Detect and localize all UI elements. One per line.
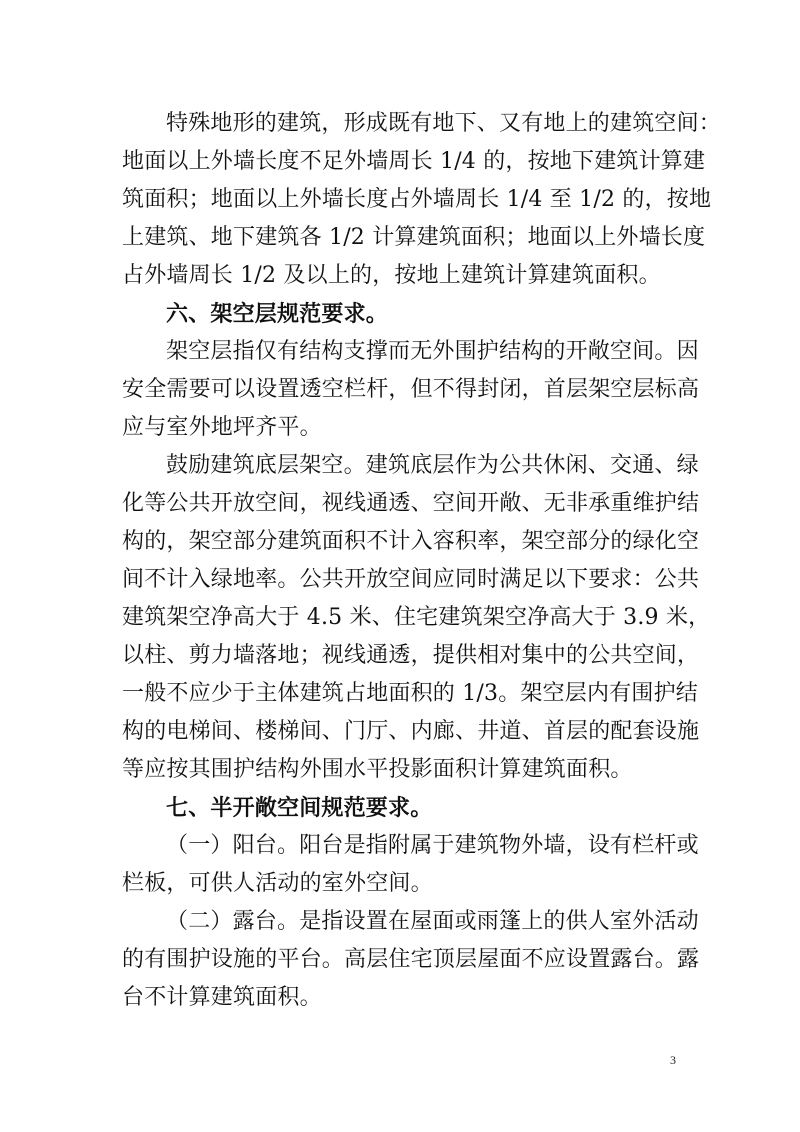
paragraph-3-line-2: 化等公共开放空间，视线通透、空间开敞、无非承重维护结 [122, 491, 700, 516]
paragraph-3-line-5: 建筑架空净高大于 4.5 米、住宅建筑架空净高大于 3.9 米， [122, 605, 711, 630]
section-heading-7: 七、半开敞空间规范要求。 [166, 795, 433, 821]
paragraph-3-line-6: 以柱、剪力墙落地；视线通透，提供相对集中的公共空间， [122, 643, 700, 668]
paragraph-3-line-9: 等应按其围护结构外围水平投影面积计算建筑面积。 [122, 757, 633, 782]
paragraph-4-line-2: 栏板，可供人活动的室外空间。 [122, 871, 433, 896]
paragraph-1-line-2: 地面以上外墙长度不足外墙周长 1/4 的，按地下建筑计算建 [122, 149, 706, 174]
section-heading-6: 六、架空层规范要求。 [166, 301, 389, 327]
paragraph-2-line-1: 架空层指仅有结构支撑而无外围护结构的开敞空间。因 [166, 339, 699, 364]
paragraph-5-line-3: 台不计算建筑面积。 [122, 985, 322, 1010]
page-number: 3 [670, 1053, 676, 1067]
paragraph-3-line-1: 鼓励建筑底层架空。建筑底层作为公共休闲、交通、绿 [166, 453, 699, 478]
paragraph-3-line-4: 间不计入绿地率。公共开放空间应同时满足以下要求：公共 [122, 567, 700, 592]
paragraph-3-line-3: 构的，架空部分建筑面积不计入容积率，架空部分的绿化空 [122, 529, 700, 554]
paragraph-1-line-3: 筑面积；地面以上外墙长度占外墙周长 1/4 至 1/2 的，按地 [122, 187, 712, 212]
paragraph-3-line-8: 构的电梯间、楼梯间、门厅、内廊、井道、首层的配套设施 [122, 719, 700, 744]
paragraph-2-line-3: 应与室外地坪齐平。 [122, 415, 322, 440]
paragraph-1-line-1: 特殊地形的建筑，形成既有地下、又有地上的建筑空间： [166, 111, 722, 136]
paragraph-1-line-4: 上建筑、地下建筑各 1/2 计算建筑面积；地面以上外墙长度 [122, 225, 706, 250]
paragraph-4-line-1: （一）阳台。阳台是指附属于建筑物外墙，设有栏杆或 [166, 833, 699, 858]
paragraph-2-line-2: 安全需要可以设置透空栏杆，但不得封闭，首层架空层标高 [122, 377, 700, 402]
paragraph-1-line-5: 占外墙周长 1/2 及以上的，按地上建筑计算建筑面积。 [122, 263, 661, 288]
paragraph-5-line-1: （二）露台。是指设置在屋面或雨篷上的供人室外活动 [166, 909, 699, 934]
paragraph-3-line-7: 一般不应少于主体建筑占地面积的 1/3。架空层内有围护结 [122, 681, 699, 706]
paragraph-5-line-2: 的有围护设施的平台。高层住宅顶层屋面不应设置露台。露 [122, 947, 700, 972]
